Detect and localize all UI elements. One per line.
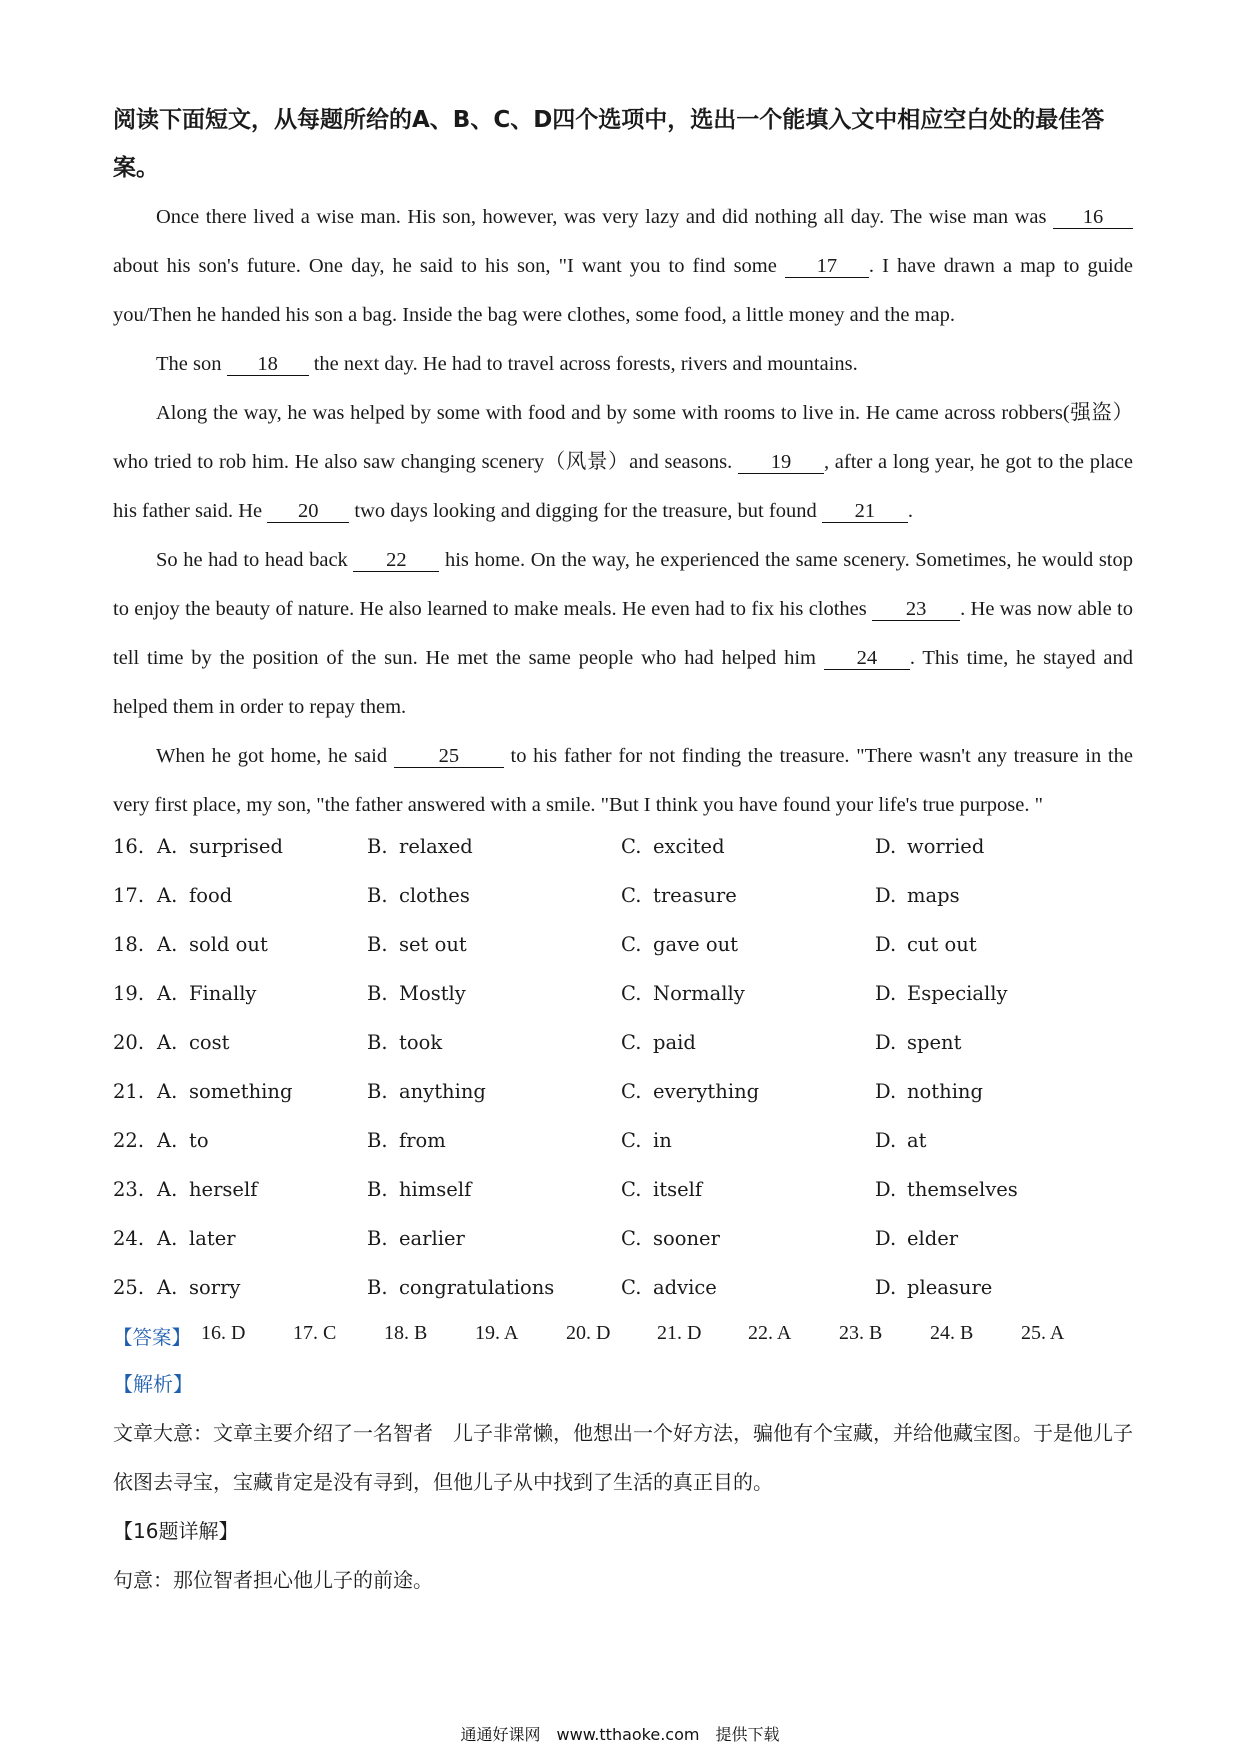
option-text: spent <box>907 1031 962 1054</box>
option-letter: A. <box>157 982 178 1005</box>
answer-24: 24. B <box>930 1322 974 1344</box>
option-letter: B. <box>367 884 388 907</box>
option-text: anything <box>399 1080 486 1103</box>
blank-22: 22 <box>353 549 439 572</box>
option-letter: B. <box>367 835 388 858</box>
blank-21: 21 <box>822 500 908 523</box>
option-text: cut out <box>907 933 977 956</box>
blank-16: 16 <box>1053 206 1133 229</box>
passage-text: his home. On the way, he experienced the same scenery. Sometimes, he would stop to enjoy the beauty of nature. He also learned to make meals. He even had to fix his clothes <box>113 549 1133 620</box>
passage-text: . He was now able to tell time by the position of the sun. He met the same people who had helped him <box>113 598 1133 669</box>
blank-18: 18 <box>227 353 309 376</box>
option-letter: C. <box>621 835 642 858</box>
passage-text: the next day. He had to travel across forests, rivers and mountains. <box>308 353 858 375</box>
option-text: gave out <box>653 933 738 956</box>
passage-text: two days looking and digging for the treasure, but found <box>349 500 822 522</box>
option-text: later <box>189 1227 236 1250</box>
option-letter: D. <box>875 1178 897 1201</box>
option-letter: C. <box>621 1080 642 1103</box>
option-letter: C. <box>621 1276 642 1299</box>
q16-heading: 【16题详解】 <box>113 1519 239 1543</box>
option-letter: A. <box>157 1227 178 1250</box>
question-number: 21. <box>113 1080 145 1103</box>
answer-20: 20. D <box>566 1322 611 1344</box>
option-text: sorry <box>189 1276 241 1299</box>
option-letter: C. <box>621 1129 642 1152</box>
answer-18: 18. B <box>384 1322 428 1344</box>
footer-source: 通通好课网 www.tthaoke.com 提供下载 <box>460 1725 780 1744</box>
analysis-label: 【解析】 <box>113 1372 193 1396</box>
option-letter: C. <box>621 1227 642 1250</box>
passage-text: Once there lived a wise man. His son, however, was very lazy and did nothing all day. The wise man was <box>156 206 1053 228</box>
option-text: something <box>189 1080 293 1103</box>
option-text: Especially <box>907 982 1008 1005</box>
option-letter: D. <box>875 884 897 907</box>
option-text: Finally <box>189 982 257 1005</box>
option-text: cost <box>189 1031 230 1054</box>
option-letter: C. <box>621 884 642 907</box>
blank-23: 23 <box>872 598 960 621</box>
passage-text: Along the way, he was helped by some with food and by some with rooms to live in. He came across robbers(强盗）who tried to rob him. He also saw changing scenery（风景）and seasons. <box>113 402 1133 473</box>
option-letter: B. <box>367 1031 388 1054</box>
answer-19: 19. A <box>475 1322 519 1344</box>
option-text: pleasure <box>907 1276 993 1299</box>
option-text: set out <box>399 933 467 956</box>
option-letter: A. <box>157 884 178 907</box>
option-letter: D. <box>875 1080 897 1103</box>
question-number: 23. <box>113 1178 145 1201</box>
option-letter: B. <box>367 1178 388 1201</box>
blank-25: 25 <box>394 745 504 768</box>
option-text: in <box>653 1129 672 1152</box>
option-text: themselves <box>907 1178 1018 1201</box>
answer-23: 23. B <box>839 1322 883 1344</box>
option-letter: B. <box>367 1129 388 1152</box>
option-letter: B. <box>367 982 388 1005</box>
option-text: relaxed <box>399 835 473 858</box>
option-letter: D. <box>875 1227 897 1250</box>
passage-paragraph-5 <box>113 732 1133 830</box>
passage-text: . <box>907 500 913 522</box>
question-number: 16. <box>113 835 145 858</box>
option-letter: D. <box>875 982 897 1005</box>
question-number: 22. <box>113 1129 145 1152</box>
passage-text: The son <box>156 353 227 375</box>
answer-17: 17. C <box>293 1322 337 1344</box>
option-letter: A. <box>157 835 178 858</box>
option-letter: D. <box>875 835 897 858</box>
question-number: 17. <box>113 884 145 907</box>
instruction: 阅读下面短文，从每题所给的A、B、C、D四个选项中，选出一个能填入文中相应空白处的最佳答案。 <box>113 107 1105 181</box>
option-text: at <box>907 1129 927 1152</box>
option-letter: A. <box>157 1178 178 1201</box>
option-letter: A. <box>157 1276 178 1299</box>
option-text: sooner <box>653 1227 720 1250</box>
option-letter: B. <box>367 1227 388 1250</box>
option-letter: C. <box>621 933 642 956</box>
passage-text: . I have drawn a map to guide you/Then he handed his son a bag. Inside the bag were clothes, some food, a little money and the map. <box>113 255 1133 326</box>
blank-24: 24 <box>824 647 910 670</box>
option-text: nothing <box>907 1080 983 1103</box>
option-text: itself <box>653 1178 703 1201</box>
option-text: worried <box>907 835 985 858</box>
option-letter: D. <box>875 1276 897 1299</box>
answer-16: 16. D <box>201 1322 246 1344</box>
answer-21: 21. D <box>657 1322 702 1344</box>
passage-paragraph-1 <box>113 193 1133 340</box>
passage-text: So he had to head back <box>156 549 354 571</box>
article-summary: 文章大意：文章主要介绍了一名智者 儿子非常懒，他想出一个好方法，骗他有个宝藏，并给他藏宝图。于是他儿子依图去寻宝，宝藏肯定是没有寻到，但他儿子从中找到了生活的真正目的。 <box>113 1421 1133 1494</box>
option-text: food <box>189 884 233 907</box>
blank-19: 19 <box>738 451 824 474</box>
passage-text: When he got home, he said <box>156 745 394 767</box>
option-letter: D. <box>875 933 897 956</box>
option-letter: A. <box>157 1031 178 1054</box>
option-text: Normally <box>653 982 745 1005</box>
option-text: Mostly <box>399 982 466 1005</box>
passage-text: to his father for not finding the treasure. "There wasn't any treasure in the very first place, my son, "the father answered with a smile. "But I think you have found your life's true purpose. " <box>113 745 1133 816</box>
option-letter: C. <box>621 1031 642 1054</box>
option-text: took <box>399 1031 443 1054</box>
option-letter: B. <box>367 1080 388 1103</box>
option-text: elder <box>907 1227 959 1250</box>
passage-paragraph-2 <box>113 340 1133 389</box>
passage-paragraph-4 <box>113 536 1133 732</box>
answer-22: 22. A <box>748 1322 792 1344</box>
option-letter: A. <box>157 1129 178 1152</box>
option-text: sold out <box>189 933 268 956</box>
question-number: 25. <box>113 1276 145 1299</box>
option-text: to <box>189 1129 209 1152</box>
option-text: paid <box>653 1031 696 1054</box>
option-text: from <box>399 1129 446 1152</box>
option-text: everything <box>653 1080 760 1103</box>
answer-25: 25. A <box>1021 1322 1065 1344</box>
option-text: surprised <box>189 835 283 858</box>
option-letter: A. <box>157 1080 178 1103</box>
option-text: earlier <box>399 1227 465 1250</box>
question-number: 18. <box>113 933 145 956</box>
passage-text: , after a long year, he got to the place his father said. He <box>113 451 1133 522</box>
option-text: maps <box>907 884 960 907</box>
q16-detail: 句意：那位智者担心他儿子的前途。 <box>113 1568 433 1592</box>
question-number: 20. <box>113 1031 145 1054</box>
option-text: clothes <box>399 884 470 907</box>
option-text: herself <box>189 1178 258 1201</box>
option-text: himself <box>399 1178 472 1201</box>
option-text: advice <box>653 1276 717 1299</box>
blank-20: 20 <box>267 500 349 523</box>
option-text: excited <box>653 835 725 858</box>
passage-paragraph-3 <box>113 389 1133 536</box>
option-letter: A. <box>157 933 178 956</box>
passage-text: . This time, he stayed and helped them in order to repay them. <box>113 647 1133 718</box>
passage-text: about his son's future. One day, he said to his son, "I want you to find some <box>113 255 785 277</box>
option-text: congratulations <box>399 1276 555 1299</box>
option-letter: D. <box>875 1031 897 1054</box>
question-number: 24. <box>113 1227 145 1250</box>
option-letter: B. <box>367 1276 388 1299</box>
blank-17: 17 <box>785 255 869 278</box>
option-letter: B. <box>367 933 388 956</box>
option-letter: C. <box>621 982 642 1005</box>
option-letter: C. <box>621 1178 642 1201</box>
option-text: treasure <box>653 884 737 907</box>
option-letter: D. <box>875 1129 897 1152</box>
answer-label: 【答案】 <box>113 1326 192 1349</box>
question-number: 19. <box>113 982 145 1005</box>
